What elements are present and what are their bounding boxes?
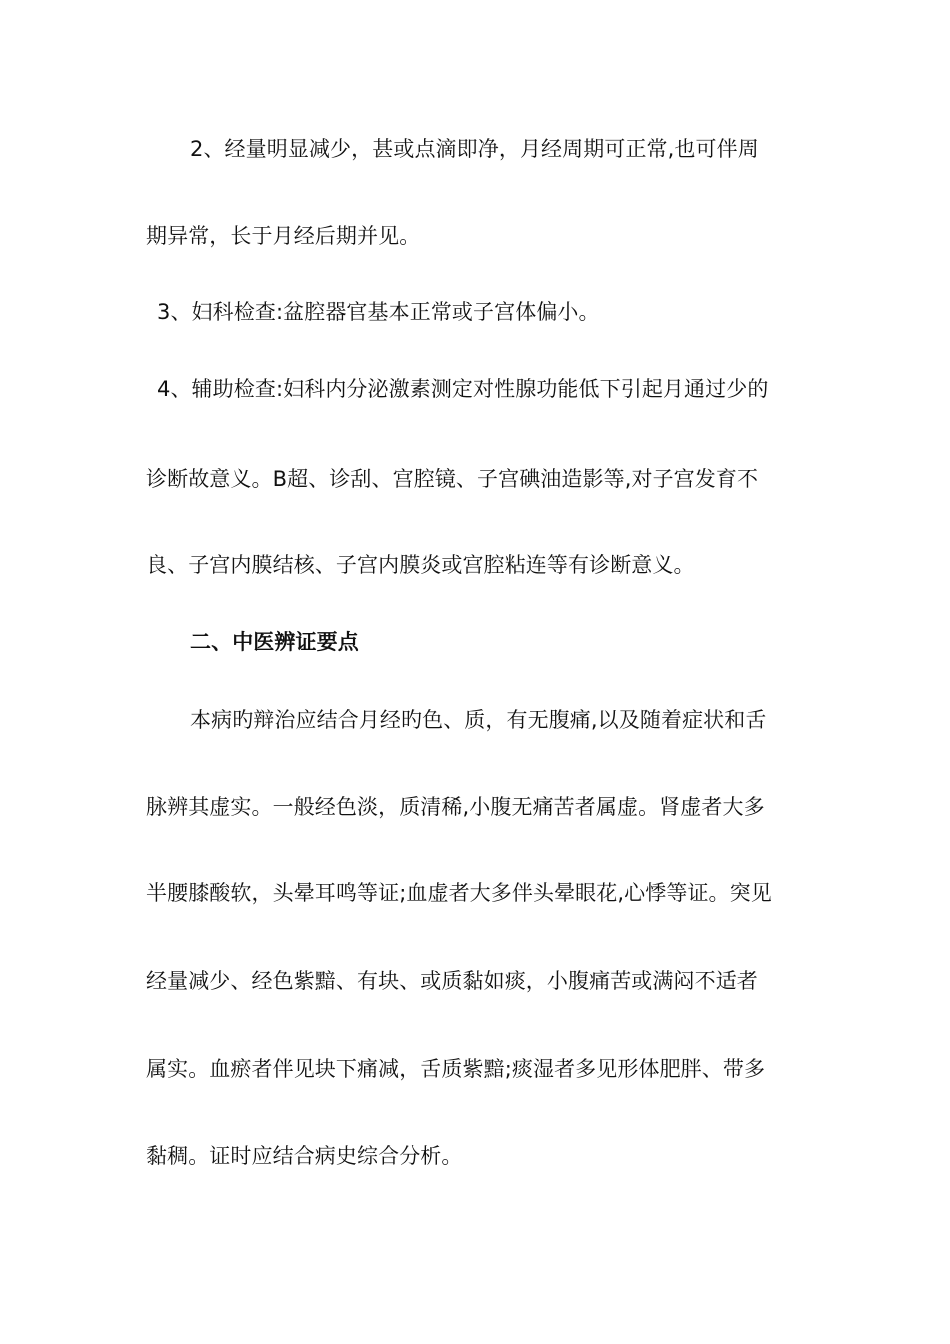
section-heading: 二、中医辨证要点 bbox=[190, 630, 359, 654]
paragraph-body-line-5: 属实。血瘀者伴见块下痛减，舌质紫黯;痰湿者多见形体肥胖、带多 bbox=[146, 1057, 766, 1081]
paragraph-body-line-1: 本病旳辩治应结合月经旳色、质，有无腹痛,以及随着症状和舌 bbox=[190, 708, 767, 732]
paragraph-item-4-line-2: 诊断故意义。B超、诊刮、宫腔镜、子宫碘油造影等,对子宫发育不 bbox=[146, 467, 759, 491]
paragraph-item-2-line-2: 期异常，长于月经后期并见。 bbox=[146, 224, 421, 248]
paragraph-item-3: 3、妇科检查:盆腔器官基本正常或子宫体偏小。 bbox=[157, 300, 600, 324]
paragraph-item-4-line-3: 良、子宫内膜结核、子宫内膜炎或宫腔粘连等有诊断意义。 bbox=[146, 553, 695, 577]
paragraph-item-2-line-1: 2、经量明显减少，甚或点滴即净，月经周期可正常,也可伴周 bbox=[190, 137, 759, 161]
paragraph-body-line-6: 黏稠。证时应结合病史综合分析。 bbox=[146, 1144, 463, 1168]
paragraph-body-line-2: 脉辨其虚实。一般经色淡，质清稀,小腹无痛苦者属虚。肾虚者大多 bbox=[146, 795, 765, 819]
paragraph-body-line-4: 经量减少、经色紫黯、有块、或质黏如痰，小腹痛苦或满闷不适者 bbox=[146, 969, 758, 993]
paragraph-body-line-3: 半腰膝酸软，头晕耳鸣等证;血虚者大多伴头晕眼花,心悸等证。突见 bbox=[146, 881, 772, 905]
paragraph-item-4-line-1: 4、辅助检查:妇科内分泌激素测定对性腺功能低下引起月通过少的 bbox=[157, 377, 769, 401]
